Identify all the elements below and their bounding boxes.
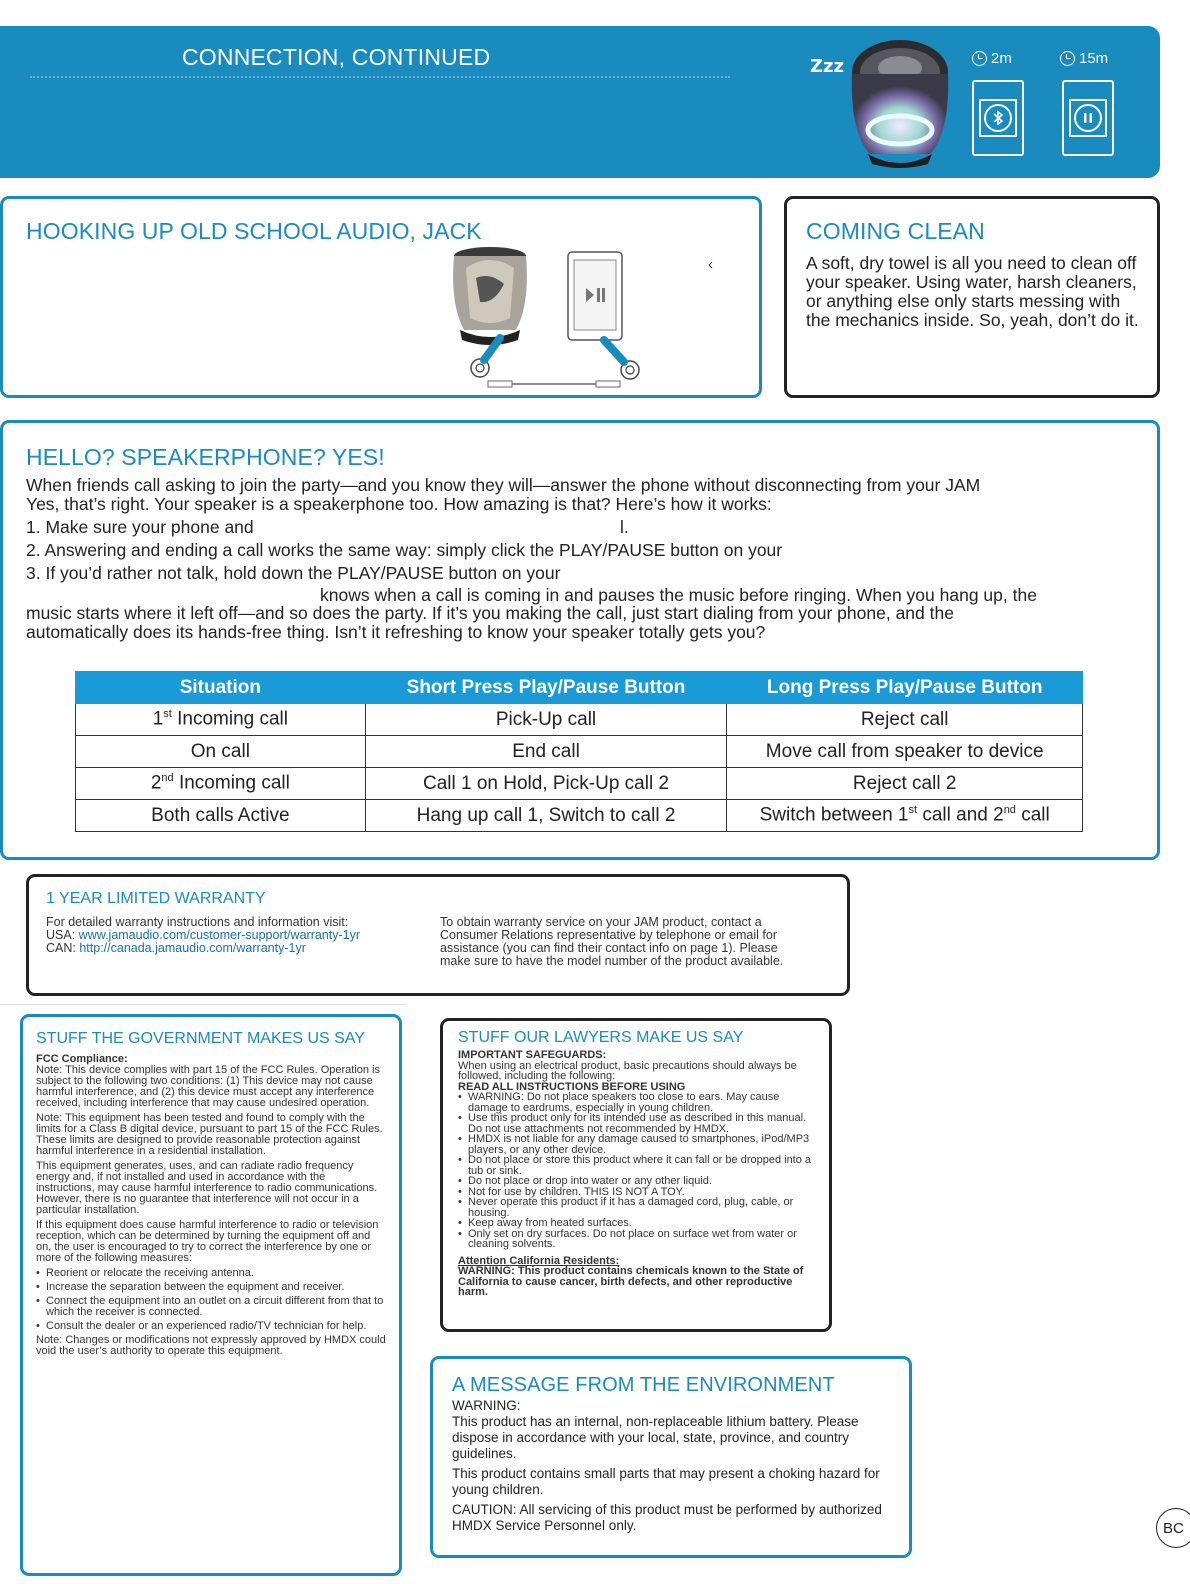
cell-situation: Both calls Active <box>76 800 366 832</box>
list-item: • Connect the equipment into an outlet on a circuit different from that to which the receiver is connected. <box>36 1296 386 1318</box>
speakerphone-title: HELLO? SPEAKERPHONE? YES! <box>26 444 385 470</box>
warranty-usa-link[interactable]: www.jamaudio.com/customer-support/warranty-1yr <box>78 928 361 942</box>
environment-body <box>452 1398 892 1534</box>
list-item: • Reorient or relocate the receiving antenna. <box>36 1268 386 1279</box>
environment-warning: WARNING: <box>452 1398 521 1413</box>
cell-long: Move call from speaker to device <box>727 736 1083 768</box>
table-header-row <box>76 672 1083 704</box>
header-short-press: Short Press Play/Pause Button <box>365 672 727 704</box>
list-item: • Increase the separation between the equipment and receiver. <box>36 1282 386 1293</box>
lawyers-body <box>458 1050 816 1298</box>
call-table-wrapper <box>75 671 1083 832</box>
list-item: • Never operate this product if it has a damaged cord, plug, cable, or housing. <box>458 1197 816 1218</box>
important-heading: IMPORTANT SAFEGUARDS: <box>458 1049 607 1061</box>
speakerphone-line2: Yes, that’s right. Your speaker is a speakerphone too. How amazing is that? Here’s how it works: <box>26 494 772 514</box>
fcc-bullets <box>36 1268 386 1332</box>
cell-long: Reject call <box>727 704 1083 736</box>
fcc-p5: Note: Changes or modifications not expressly approved by HMDX could void the user’s authority to operate this equipment. <box>36 1334 386 1357</box>
lawyers-title: STUFF OUR LAWYERS MAKE US SAY <box>458 1029 744 1046</box>
bluetooth-icon <box>984 104 1012 132</box>
cell-short: Pick-Up call <box>365 704 727 736</box>
environment-title: A MESSAGE FROM THE ENVIRONMENT <box>452 1374 835 1396</box>
speakerphone-step1: 1. Make sure your phone and <box>26 517 254 537</box>
list-item: • Consult the dealer or an experienced radio/TV technician for help. <box>36 1321 386 1332</box>
call-table <box>75 671 1083 832</box>
header-long-press: Long Press Play/Pause Button <box>727 672 1083 704</box>
cell-short: Call 1 on Hold, Pick-Up call 2 <box>365 768 727 800</box>
speakerphone-step1-end: l. <box>620 517 629 537</box>
warranty-intro: For detailed warranty instructions and information visit: <box>46 915 349 929</box>
list-item: • Do not place or drop into water or any other liquid. <box>458 1176 816 1187</box>
cell-situation: 1st Incoming call <box>76 704 366 736</box>
speaker-glow-image <box>840 32 960 172</box>
bc-badge: BC <box>1156 1508 1190 1548</box>
fcc-p1: Note: This device complies with part 15 of the FCC Rules. Operation is subject to the following two conditions: (1) This device may not cause harmful interference, and (2) this device must accept any interference received, including interference that may cause undesired operation. <box>36 1064 381 1109</box>
speakerphone-line1: When friends call asking to join the party—and you know they will—answer the phone without disconnecting from your JAM <box>26 475 981 495</box>
speakerphone-line-knows: knows when a call is coming in and pauses the music before ringing. When you hang up, the <box>320 585 1037 605</box>
environment-p1: This product has an internal, non-replaceable lithium battery. Please dispose in accordance with your local, state, province, and country guidelines. <box>452 1414 859 1461</box>
table-row <box>76 736 1083 768</box>
fcc-heading: FCC Compliance: <box>36 1053 128 1065</box>
cell-long: Switch between 1st call and 2nd call <box>727 800 1083 832</box>
speakerphone-step2: 2. Answering and ending a call works the same way: simply click the PLAY/PAUSE button on your <box>26 540 783 560</box>
list-item: • WARNING: Do not place speakers too close to ears. May cause damage to eardrums, especially in young children. <box>458 1092 816 1113</box>
ca-heading: Attention California Residents: <box>458 1254 620 1267</box>
header-situation: Situation <box>76 672 366 704</box>
banner-faint-text <box>30 76 730 84</box>
sleep-label: Zzz <box>810 56 845 77</box>
timer-15m <box>1060 50 1108 67</box>
table-row <box>76 800 1083 832</box>
lawyers-intro: When using an electrical product, basic precautions should always be followed, including the following: <box>458 1059 797 1082</box>
cell-short: End call <box>365 736 727 768</box>
warranty-right: To obtain warranty service on your JAM product, contact a Consumer Relations representative by telephone or email for assistance (you can find their contact info on page 1). Please make sure to have the model number of the product available. <box>440 915 784 968</box>
environment-p2: This product contains small parts that may present a choking hazard for young children. <box>452 1466 880 1497</box>
warranty-title: 1 YEAR LIMITED WARRANTY <box>46 890 266 907</box>
list-item: • Keep away from heated surfaces. <box>458 1218 816 1229</box>
timer-15m-label: 15m <box>1079 50 1109 67</box>
phone-bluetooth <box>972 80 1024 156</box>
aux-cable-illustration <box>444 244 654 394</box>
divider <box>0 1004 406 1005</box>
cell-situation: 2nd Incoming call <box>76 768 366 800</box>
government-body <box>36 1054 386 1357</box>
cell-long: Reject call 2 <box>727 768 1083 800</box>
fcc-p3: This equipment generates, uses, and can radiate radio frequency energy and, if not installed and used in accordance with the instructions, may cause harmful interference to radio communications. However, there is no guarantee that interference will not occur in a particular installation. <box>36 1160 378 1216</box>
environment-p3: CAUTION: All servicing of this product must be performed by authorized HMDX Service Personnel only. <box>452 1502 882 1533</box>
cell-situation: On call <box>76 736 366 768</box>
banner-title: CONNECTION, CONTINUED <box>182 44 491 70</box>
warranty-usa-line: USA: www.jamaudio.com/customer-support/warranty-1yr <box>46 928 361 942</box>
timer-2m <box>972 50 1012 67</box>
lawyers-bullets <box>458 1092 816 1250</box>
list-item: • Only set on dry surfaces. Do not place on surface wet from water or cleaning solvents. <box>458 1229 816 1250</box>
warranty-can-line: CAN: http://canada.jamaudio.com/warranty-1yr <box>46 941 306 955</box>
government-title: STUFF THE GOVERNMENT MAKES US SAY <box>36 1030 365 1047</box>
list-item: • Do not place or store this product where it can fall or be dropped into a tub or sink. <box>458 1155 816 1176</box>
clean-title: COMING CLEAN <box>806 218 985 244</box>
list-item: • Use this product only for its intended use as described in this manual. Do not use attachments not recommended by HMDX. <box>458 1113 816 1134</box>
speakerphone-line-music: music starts where it left off—and so does the party. If it’s you making the call, just start dialing from your phone, and the <box>26 603 954 623</box>
hookup-title: HOOKING UP OLD SCHOOL AUDIO, JACK <box>26 218 482 244</box>
list-item: • Not for use by children. THIS IS NOT A TOY. <box>458 1187 816 1198</box>
read-all-heading: READ ALL INSTRUCTIONS BEFORE USING <box>458 1080 686 1093</box>
warranty-left <box>46 916 426 955</box>
ca-warning: WARNING: This product contains chemicals known to the State of California to cause cancer, birth defects, and other reproductive harm. <box>458 1265 804 1298</box>
warranty-can-link[interactable]: http://canada.jamaudio.com/warranty-1yr <box>79 941 306 955</box>
pause-icon <box>1074 104 1102 132</box>
table-row <box>76 768 1083 800</box>
table-row <box>76 704 1083 736</box>
speakerphone-step3: 3. If you’d rather not talk, hold down the PLAY/PAUSE button on your <box>26 563 561 583</box>
stray-mark: ‹ <box>708 256 713 273</box>
phone-pause <box>1062 80 1114 156</box>
cell-short: Hang up call 1, Switch to call 2 <box>365 800 727 832</box>
list-item: • HMDX is not liable for any damage caused to smartphones, iPod/MP3 players, or any other device. <box>458 1134 816 1155</box>
clean-body: A soft, dry towel is all you need to clean off your speaker. Using water, harsh cleaners, or anything else only starts messing with the mechanics inside. So, yeah, don’t do it. <box>806 253 1139 330</box>
clock-icon <box>1060 51 1075 66</box>
clock-icon <box>972 51 987 66</box>
fcc-p2: Note: This equipment has been tested and found to comply with the limits for a Class B digital device, pursuant to part 15 of the FCC Rules. These limits are designed to provide reasonable protection against harmful interference in a residential installation. <box>36 1112 383 1157</box>
timer-2m-label: 2m <box>991 50 1012 67</box>
fcc-p4: If this equipment does cause harmful interference to radio or television reception, which can be determined by turning the equipment off and on, the user is encouraged to try to correct the interference by one or more of the following measures: <box>36 1219 379 1264</box>
speakerphone-line-auto: automatically does its hands-free thing. Isn’t it refreshing to know your speaker totally gets you? <box>26 622 766 642</box>
